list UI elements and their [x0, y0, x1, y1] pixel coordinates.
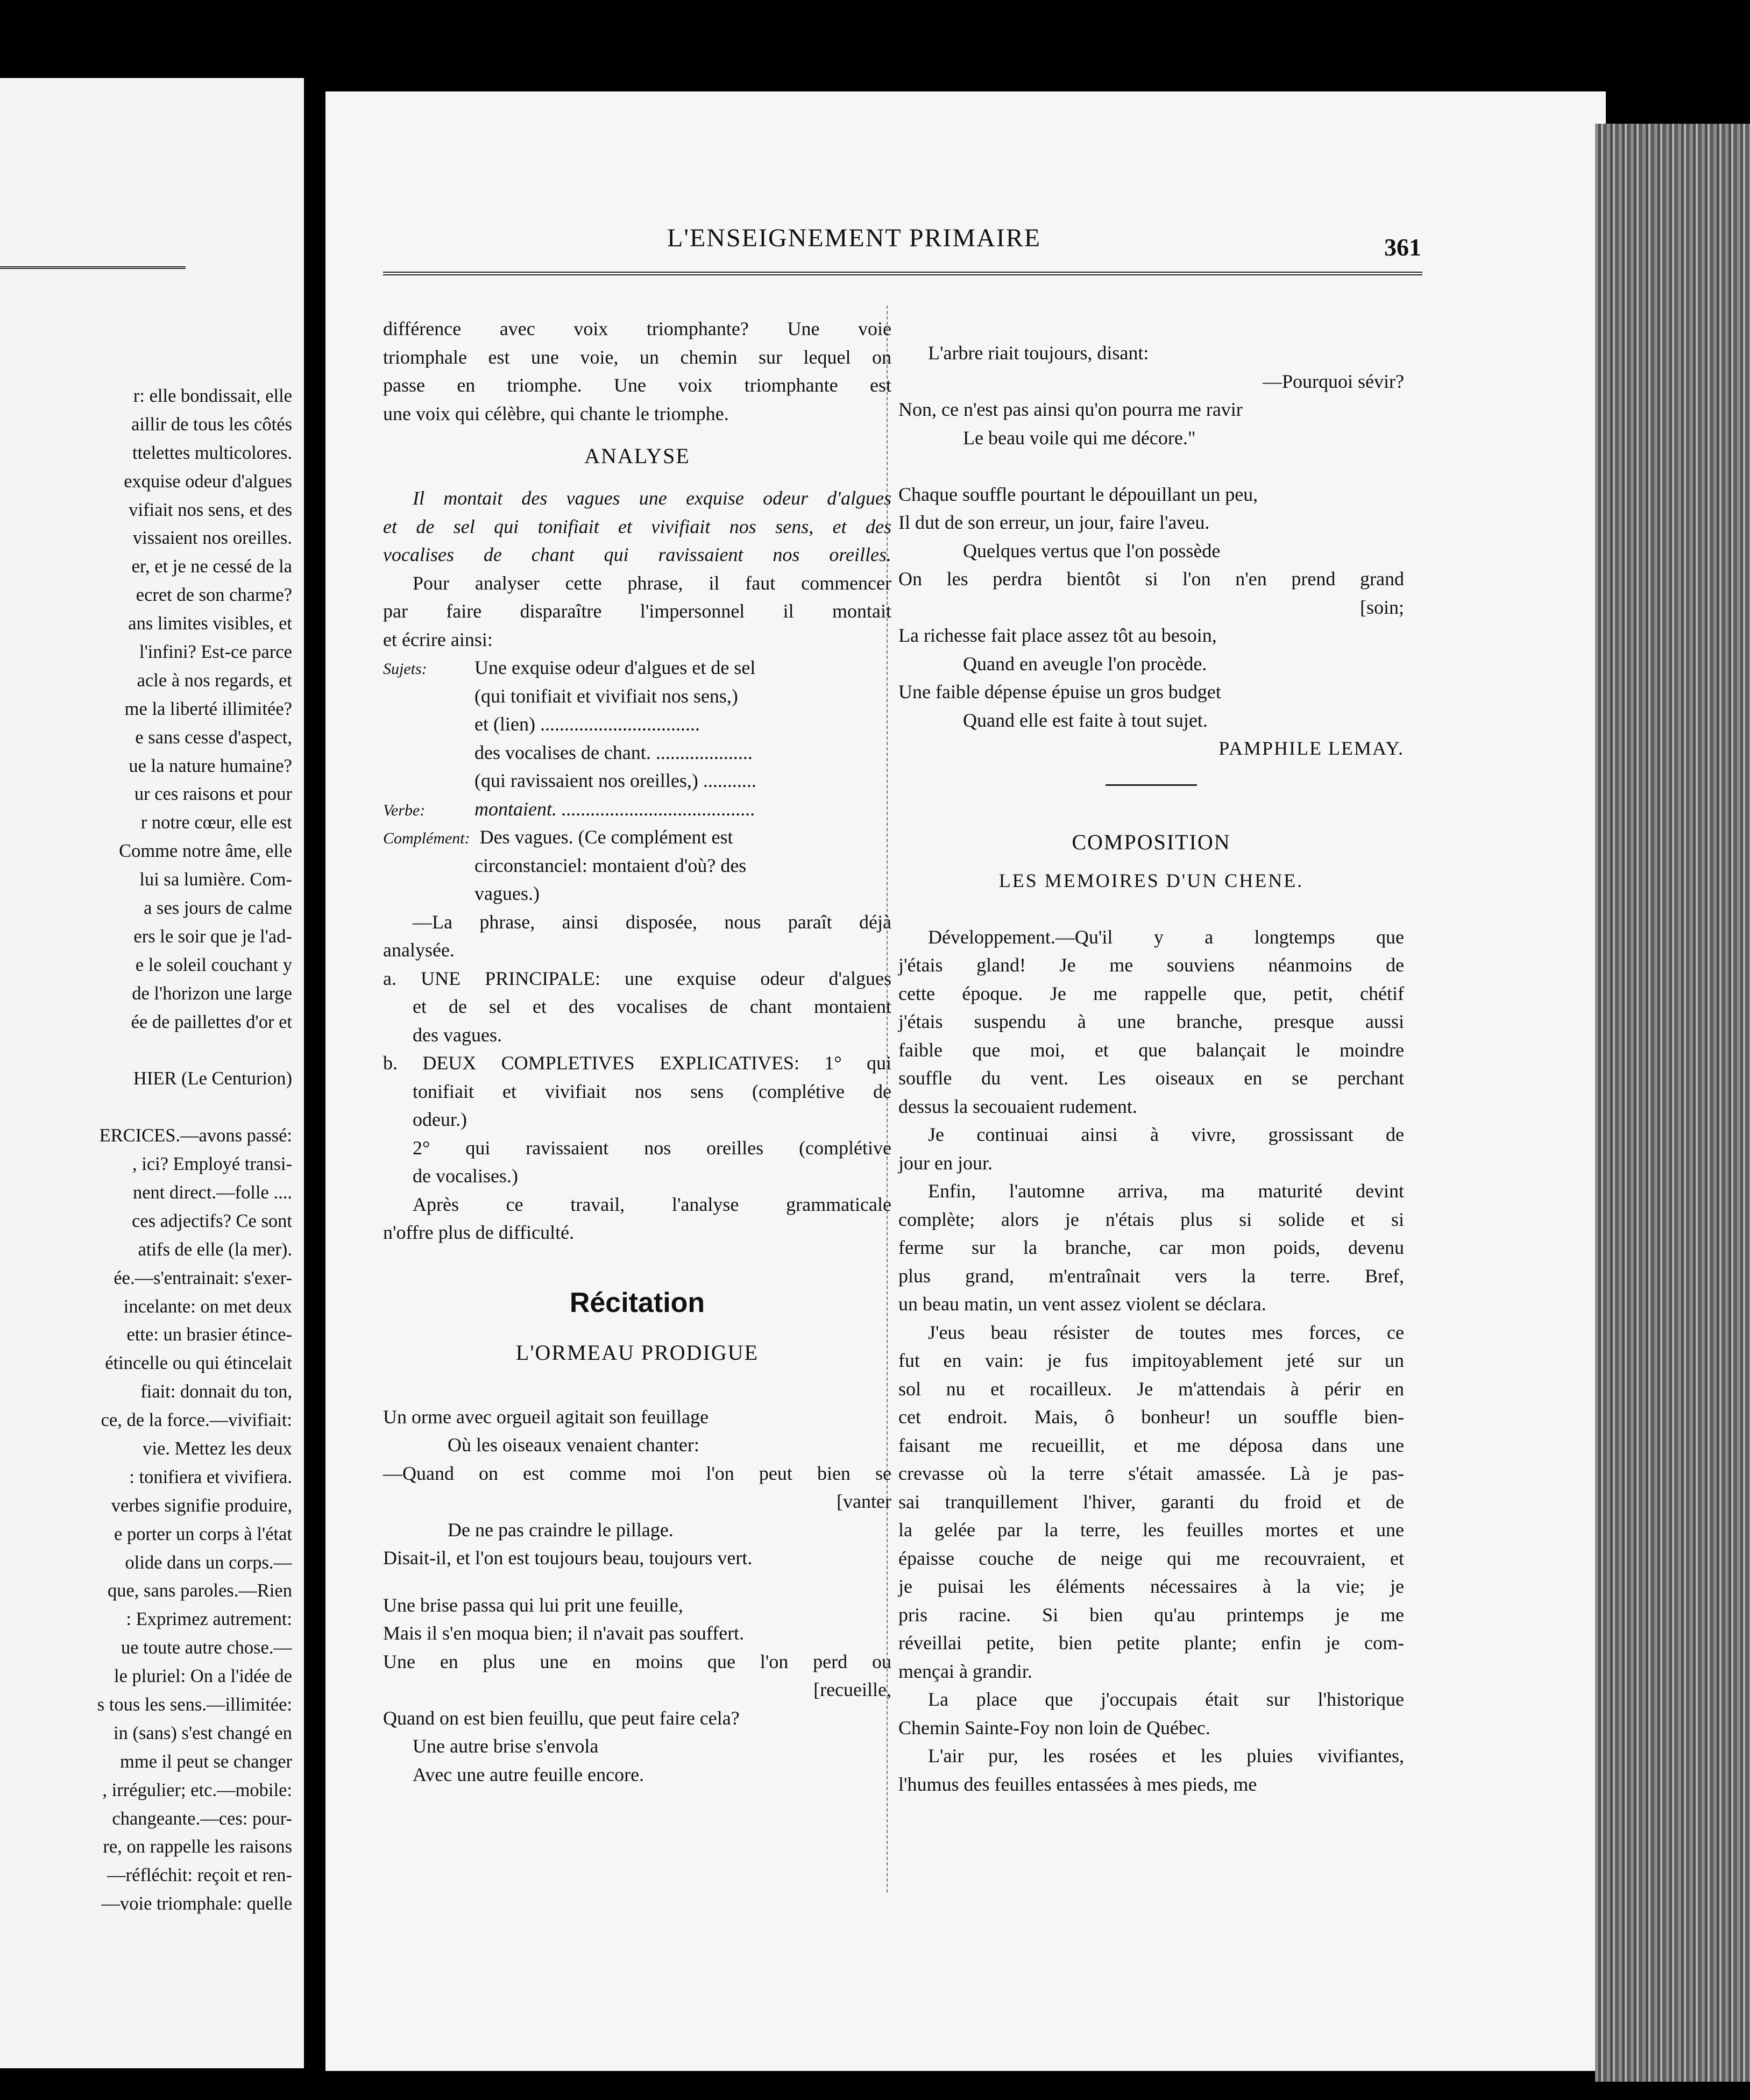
sujets-line: (qui ravissaient nos oreilles,) ........... — [474, 770, 756, 791]
left-page-line: ce, de la force.—vivifiait: — [101, 1410, 292, 1431]
text-line: —La phrase, ainsi disposée, nous paraît déjà — [413, 911, 891, 933]
verbe-line: montaient. ........................................ — [474, 798, 755, 820]
composition-line: sol nu et rocailleux. Je m'attendais à périr en — [898, 1378, 1404, 1400]
sujets-line: Une exquise odeur d'algues et de sel — [474, 657, 756, 678]
quote-line: et de sel qui tonifiait et vivifiait nos sens, et des — [383, 515, 891, 537]
poem-line: Quand en aveugle l'on procède. — [963, 652, 1207, 675]
composition-body — [898, 923, 1404, 1799]
item-b-line: odeur.) — [413, 1109, 467, 1130]
left-page-line: : Exprimez autrement: — [126, 1609, 292, 1630]
item-b-line: tonifiait et vivifiait nos sens (complétive de — [413, 1080, 891, 1102]
section-divider — [1106, 784, 1197, 786]
left-page-line: ecret de son charme? — [136, 585, 292, 606]
left-page-line: aillir de tous les côtés — [131, 414, 292, 435]
poem-line: Une en plus une en moins que l'on perd ou — [383, 1650, 891, 1672]
left-page-line: , ici? Employé transi- — [132, 1154, 292, 1175]
poem-line: Quand elle est faite à tout sujet. — [963, 709, 1208, 731]
left-page-line: r notre cœur, elle est — [140, 812, 292, 833]
left-page-line: ers le soir que je l'ad- — [133, 926, 292, 947]
left-page-text — [0, 382, 292, 1918]
text-line: et écrire ainsi: — [383, 628, 493, 650]
text-line: différence avec voix triomphante? Une voie — [383, 318, 891, 339]
left-page-rule — [0, 266, 186, 269]
recitation-heading: Récitation — [569, 1287, 705, 1318]
composition-line: la gelée par la terre, les feuilles mortes et une — [898, 1519, 1404, 1541]
composition-line: l'humus des feuilles entassées à mes pieds, me — [898, 1773, 1257, 1795]
composition-line: J'eus beau résister de toutes mes forces, ce — [928, 1321, 1404, 1343]
poem-line: Une faible dépense épuise un gros budget — [898, 681, 1221, 703]
composition-line: mençai à grandir. — [898, 1660, 1032, 1682]
left-page-line: lui sa lumière. Com- — [139, 869, 292, 890]
composition-line: réveillai petite, bien petite plante; enfin je com- — [898, 1632, 1404, 1654]
composition-line: crevasse où la terre s'était amassée. Là je pas- — [898, 1463, 1404, 1484]
poem-line: L'arbre riait toujours, disant: — [928, 342, 1149, 364]
left-page-line: acle à nos regards, et — [137, 670, 292, 691]
poem-line: Disait-il, et l'on est toujours beau, toujours vert. — [383, 1547, 753, 1569]
composition-line: jour en jour. — [898, 1152, 993, 1174]
poem-signature: PAMPHILE LEMAY. — [1218, 737, 1404, 759]
poem-line: Le beau voile qui me décore." — [963, 427, 1196, 449]
left-page-line: changeante.—ces: pour- — [112, 1808, 292, 1829]
complement-line: Des vagues. (Ce complément est — [479, 826, 733, 848]
poem-line: Avec une autre feuille encore. — [413, 1763, 644, 1785]
left-page-line: exquise odeur d'algues — [124, 471, 292, 492]
item-b-line: de vocalises.) — [413, 1165, 518, 1187]
left-page-line: verbes signifie produire, — [111, 1495, 292, 1516]
column-left — [383, 315, 891, 1789]
poem-line: La richesse fait place assez tôt au besoin, — [898, 625, 1217, 646]
composition-line: épaisse couche de neige qui me recouvraient, et — [898, 1547, 1404, 1569]
composition-subtitle: LES MEMOIRES D'UN CHENE. — [998, 869, 1304, 891]
analyse-heading: ANALYSE — [584, 444, 690, 468]
composition-line: plus grand, m'entraînait vers la terre. Bref, — [898, 1265, 1404, 1287]
left-page-line: vifiait nos sens, et des — [129, 499, 292, 520]
complement-label: Complément: — [383, 829, 470, 847]
left-page-line: me la liberté illimitée? — [124, 698, 292, 719]
sujets-line: des vocalises de chant. .................... — [474, 741, 753, 763]
poem-line: Un orme avec orgueil agitait son feuillage — [383, 1406, 709, 1428]
composition-line: Je continuai ainsi à vivre, grossissant de — [928, 1124, 1404, 1145]
poem-line: Où les oiseaux venaient chanter: — [448, 1434, 699, 1456]
left-page-line: ée de paillettes d'or et — [131, 1011, 292, 1032]
composition-line: sai tranquillement l'hiver, garanti du froid et de — [898, 1491, 1404, 1513]
poem-line: [recueille, — [813, 1679, 891, 1700]
item-a-line: et de sel et des vocalises de chant montaient — [413, 996, 891, 1017]
left-page-line — [0, 1036, 292, 1065]
left-page-line: l'infini? Est-ce parce — [139, 642, 292, 663]
composition-line: fut en vain: je fus impitoyablement jeté sur un — [898, 1350, 1404, 1371]
item-a-line: des vagues. — [413, 1024, 502, 1046]
text-line: triomphale est une voie, un chemin sur lequel on — [383, 346, 891, 368]
composition-line: souffle du vent. Les oiseaux en se perchant — [898, 1067, 1404, 1089]
composition-line: faible que moi, et que balançait le moindre — [898, 1039, 1404, 1061]
poem-line: On les perdra bientôt si l'on n'en prend grand — [898, 568, 1404, 590]
left-page-line: : tonifiera et vivifiera. — [129, 1466, 292, 1487]
composition-line: je puisai les éléments nécessaires à la vie; je — [898, 1576, 1404, 1597]
poem-line: Quelques vertus que l'on possède — [963, 540, 1221, 562]
poem-line: Une brise passa qui lui prit une feuille, — [383, 1594, 683, 1616]
left-page-line: atifs de elle (la mer). — [138, 1239, 292, 1260]
composition-line: dessus la secouaient rudement. — [898, 1095, 1137, 1117]
left-page-line: nent direct.—folle .... — [132, 1182, 292, 1203]
composition-line: j'étais suspendu à une branche, presque aussi — [898, 1011, 1404, 1032]
quote-line: vocalises de chant qui ravissaient nos oreilles. — [383, 544, 891, 565]
left-page-line — [0, 1093, 292, 1122]
composition-line: Développement.—Qu'il y a longtemps que — [928, 926, 1404, 948]
composition-line: pris racine. Si bien qu'au printemps je me — [898, 1604, 1404, 1626]
left-page-line: de l'horizon une large — [132, 983, 292, 1004]
poem-line: Mais il s'en moqua bien; il n'avait pas souffert. — [383, 1622, 745, 1644]
composition-line: faisant me recueillit, et me déposa dans une — [898, 1434, 1404, 1456]
left-page-line: HIER (Le Centurion) — [133, 1068, 292, 1089]
text-line: n'offre plus de difficulté. — [383, 1222, 575, 1243]
left-page-line: ur ces raisons et pour — [134, 784, 292, 805]
running-header: L'ENSEIGNEMENT PRIMAIRE — [667, 224, 1042, 252]
verbe-label: Verbe: — [383, 801, 426, 819]
poem-line: Quand on est bien feuillu, que peut faire cela? — [383, 1707, 740, 1729]
left-page-line: vissaient nos oreilles. — [132, 528, 292, 549]
text-line: passe en triomphe. Une voix triomphante est — [383, 374, 891, 396]
left-page-line: r: elle bondissait, elle — [133, 386, 292, 406]
left-page-line: olide dans un corps.— — [125, 1552, 292, 1573]
left-page-line: re, on rappelle les raisons — [103, 1836, 292, 1857]
column-right — [898, 339, 1404, 1798]
complement-line: vagues.) — [474, 883, 540, 904]
left-page-line: ue toute autre chose.— — [121, 1637, 292, 1658]
composition-line: cette époque. Je me rappelle que, petit, chétif — [898, 982, 1404, 1004]
composition-line: ferme sur la branche, car mon poids, devenu — [898, 1237, 1404, 1258]
composition-line: Enfin, l'automne arriva, ma maturité devint — [928, 1180, 1404, 1202]
composition-line: La place que j'occupais était sur l'historique — [928, 1688, 1404, 1710]
text-line: analysée. — [383, 939, 455, 961]
composition-line: un beau matin, un vent assez violent se déclara. — [898, 1293, 1266, 1315]
left-page-line: —réfléchit: reçoit et ren- — [107, 1865, 292, 1886]
left-page-line: —voie triomphale: quelle — [101, 1893, 292, 1914]
poem-line: [soin; — [1359, 596, 1404, 618]
left-page-line: e porter un corps à l'état — [114, 1523, 292, 1544]
left-page-line: incelante: on met deux — [123, 1296, 292, 1317]
left-page-line: que, sans paroles.—Rien — [107, 1580, 292, 1601]
sujets-label: Sujets: — [383, 660, 427, 678]
left-page-line: ée.—s'entrainait: s'exer- — [114, 1267, 292, 1288]
left-page-line: s tous les sens.—illimitée: — [97, 1694, 292, 1715]
book-gutter — [304, 0, 325, 2100]
left-page-line: ette: un brasier étince- — [126, 1324, 292, 1345]
composition-heading: COMPOSITION — [1072, 829, 1231, 854]
left-page-line: vie. Mettez les deux — [143, 1438, 292, 1459]
poem-line: Une autre brise s'envola — [413, 1735, 599, 1757]
left-page-line: a ses jours de calme — [144, 898, 292, 919]
text-line: par faire disparaître l'impersonnel il montait — [383, 600, 891, 622]
item-a-line: a. UNE PRINCIPALE: une exquise odeur d'algues — [383, 967, 891, 989]
left-page-line: Comme notre âme, elle — [119, 841, 292, 862]
text-line: Après ce travail, l'analyse grammaticale — [413, 1193, 891, 1215]
text-line: une voix qui célèbre, qui chante le triomphe. — [383, 402, 729, 424]
sujets-line: (qui tonifiait et vivifiait nos sens,) — [474, 685, 738, 707]
poem-line: Non, ce n'est pas ainsi qu'on pourra me ravir — [898, 399, 1243, 420]
sujets-line: et (lien) ................................. — [474, 713, 700, 735]
poem-line: —Pourquoi sévir? — [1263, 370, 1404, 392]
left-page-line: , irrégulier; etc.—mobile: — [102, 1779, 292, 1800]
composition-line: L'air pur, les rosées et les pluies vivifiantes, — [928, 1745, 1404, 1766]
left-page-line: ERCICES.—avons passé: — [99, 1125, 292, 1146]
header-rule — [383, 272, 1422, 275]
item-b-line: 2° qui ravissaient nos oreilles (complétive — [413, 1137, 891, 1159]
left-page-line: ces adjectifs? Ce sont — [132, 1210, 292, 1231]
left-page-line: mme il peut se changer — [120, 1751, 292, 1772]
composition-line: complète; alors je n'étais plus si solide et si — [898, 1208, 1404, 1230]
composition-line: Chemin Sainte-Foy non loin de Québec. — [898, 1716, 1210, 1739]
left-page-line: le pluriel: On a l'idée de — [114, 1666, 292, 1687]
left-page-line: étincelle ou qui étincelait — [105, 1353, 292, 1374]
left-page-line: ans limites visibles, et — [128, 613, 292, 634]
poem-line: Il dut de son erreur, un jour, faire l'aveu. — [898, 512, 1210, 533]
poem-line: —Quand on est comme moi l'on peut bien se — [383, 1462, 891, 1484]
left-page-line: e le soleil couchant y — [135, 954, 292, 975]
left-page-line: fiait: donnait du ton, — [140, 1381, 292, 1402]
page-edge-stack — [1595, 124, 1750, 2082]
quote-line: Il montait des vagues une exquise odeur d'algues — [413, 487, 891, 509]
poem-line: De ne pas craindre le pillage. — [448, 1519, 674, 1541]
poem-title: L'ORMEAU PRODIGUE — [515, 1340, 759, 1365]
left-page — [0, 78, 304, 2068]
left-page-line: ttelettes multicolores. — [132, 442, 292, 463]
item-b-line: b. DEUX COMPLETIVES EXPLICATIVES: 1° qui — [383, 1052, 891, 1074]
page-number: 361 — [1384, 233, 1421, 261]
left-page-line: e sans cesse d'aspect, — [135, 727, 292, 748]
poem-line: [vanter — [837, 1491, 891, 1512]
text-line: Pour analyser cette phrase, il faut commencer — [413, 572, 891, 594]
composition-line: cet endroit. Mais, ô bonheur! un souffle bien- — [898, 1406, 1404, 1428]
left-page-line: er, et je ne cessé de la — [131, 556, 292, 577]
left-page-line: ue la nature humaine? — [129, 755, 292, 776]
left-page-line: in (sans) s'est changé en — [114, 1722, 292, 1743]
complement-line: circonstanciel: montaient d'où? des — [474, 854, 747, 876]
poem-line: Chaque souffle pourtant le dépouillant un peu, — [898, 483, 1258, 505]
composition-line: j'étais gland! Je me souviens néanmoins de — [898, 954, 1404, 976]
